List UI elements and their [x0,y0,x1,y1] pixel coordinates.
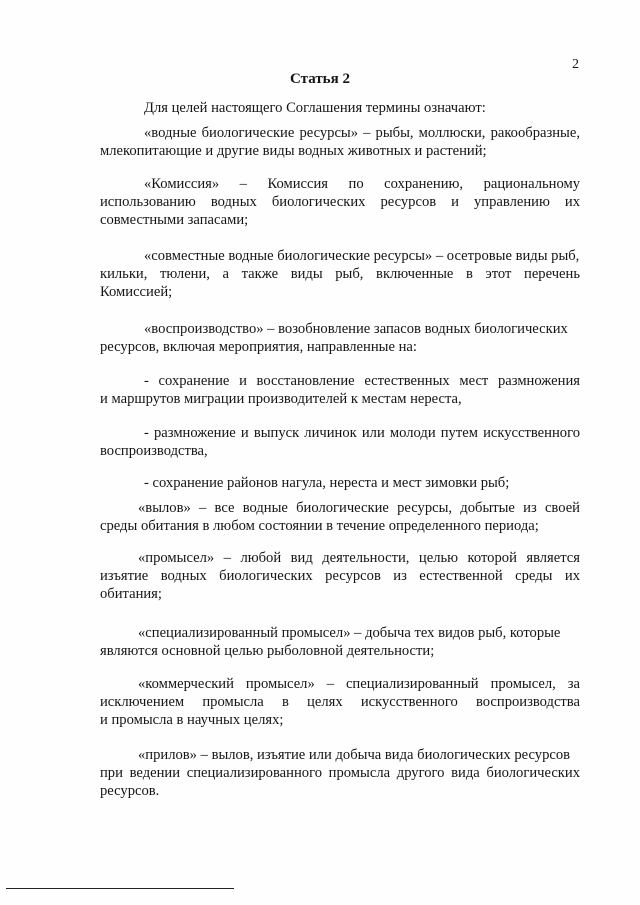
footnote-divider [6,888,234,889]
definition-joint-resources [100,247,580,302]
paragraph-line: млекопитающие и другие виды водных животных и растений; [100,143,487,160]
paragraph-line: кильки, тюлени, а также виды рыб, включенные в этот перечень [100,266,580,283]
definition-reproduction [100,320,580,356]
definition-commercial-fishery [100,675,580,730]
paragraph-line: совместными запасами; [100,212,249,229]
definition-catch [100,499,580,535]
paragraph-line: «воспроизводство» – возобновление запасов водных биологических [144,321,568,337]
paragraph-line: среды обитания в любом состоянии в течение определенного периода; [100,518,539,535]
paragraph-line: использованию водных биологических ресурсов и управлению их [100,194,580,211]
reproduction-item-3 [100,474,580,492]
definition-bycatch [100,746,580,801]
paragraph-line: ресурсов, включая мероприятия, направленные на: [100,339,417,356]
paragraph-line: ресурсов. [100,783,160,800]
definition-specialized-fishery [100,624,580,660]
paragraph-line: Комиссией; [100,284,173,301]
paragraph-line: при ведении специализированного промысла другого вида биологических [100,765,580,782]
intro-paragraph [100,99,580,117]
paragraph-line: «совместные водные биологические ресурсы» – осетровые виды рыб, [144,248,580,264]
paragraph-line: исключением промысла в целях искусственного воспроизводства [100,694,580,711]
paragraph-line: «водные биологические ресурсы» – рыбы, моллюски, ракообразные, [144,125,580,141]
paragraph-line: «коммерческий промысел» – специализированный промысел, за [138,676,580,692]
paragraph-line: Для целей настоящего Соглашения термины означают: [144,100,486,116]
paragraph-line: и маршрутов миграции производителей к местам нереста, [100,391,462,408]
paragraph-line: «вылов» – все водные биологические ресурсы, добытые из своей [138,500,580,516]
page-number: 2 [572,57,579,72]
article-heading: Статья 2 [290,71,350,87]
paragraph-line: изъятие водных биологических ресурсов из естественной среды их [100,568,580,585]
paragraph-line: - сохранение районов нагула, нереста и мест зимовки рыб; [144,475,510,491]
paragraph-line: - размножение и выпуск личинок или молоди путем искусственного [144,425,580,441]
paragraph-line: «прилов» – вылов, изъятие или добыча вида биологических ресурсов [138,747,571,763]
definition-aquatic-resources [100,124,580,160]
paragraph-line: и промысла в научных целях; [100,712,284,729]
paragraph-line: «специализированный промысел» – добыча тех видов рыб, которые [138,625,561,641]
paragraph-line: воспроизводства, [100,443,208,460]
paragraph-line: обитания; [100,586,162,603]
reproduction-item-2 [100,424,580,460]
reproduction-item-1 [100,372,580,408]
paragraph-line: «промысел» – любой вид деятельности, целью которой является [138,550,580,566]
paragraph-line: - сохранение и восстановление естественных мест размножения [144,373,580,389]
definition-commission [100,175,580,230]
paragraph-line: являются основной целью рыболовной деятельности; [100,643,435,660]
paragraph-line: «Комиссия» – Комиссия по сохранению, рациональному [144,176,580,192]
definition-fishery [100,549,580,604]
